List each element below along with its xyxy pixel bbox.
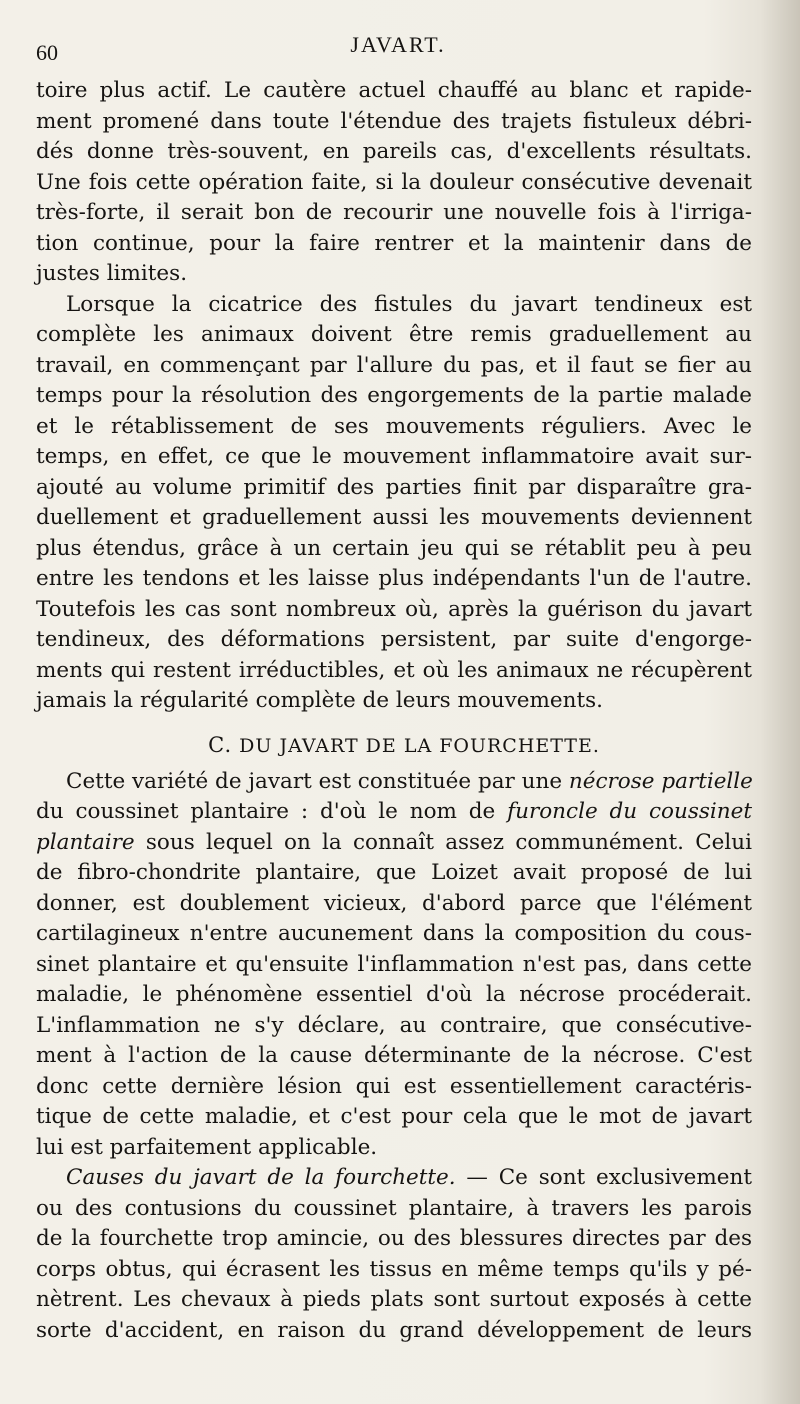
text-line: duellement et graduellement aussi les mouvements deviennent — [36, 505, 752, 530]
text-line: très-forte, il serait bon de recourir une nouvelle fois à l'irriga- — [36, 200, 752, 225]
text-line: ment à l'action de la cause déterminante de la nécrose. C'est — [36, 1043, 752, 1068]
text-line: donc cette dernière lésion qui est essentiellement caractéris- — [36, 1073, 752, 1099]
text-run: du coussinet plantaire : d'où le nom de — [36, 799, 508, 824]
text-line: ment promené dans toute l'étendue des trajets fistuleux débri- — [36, 108, 752, 134]
text-line: temps, en effet, ce que le mouvement inflammatoire avait sur- — [36, 444, 752, 469]
text-line: travail, en commençant par l'allure du pas, et il faut se fier au — [36, 352, 752, 378]
section-title: DU JAVART DE LA FOURCHETTE. — [239, 734, 600, 757]
section-heading — [36, 717, 752, 767]
text-line: justes limites. — [36, 261, 188, 286]
text-line: plus étendus, grâce à un certain jeu qui se rétablit peu à peu — [36, 535, 752, 561]
text-line: temps pour la résolution des engorgements de la partie malade — [36, 383, 752, 408]
section-letter: C. — [208, 732, 233, 757]
body-text — [36, 76, 752, 1346]
text-line: de fibro-chondrite plantaire, que Loizet avait proposé de lui — [36, 860, 752, 885]
text-line: sorte d'accident, en raison du grand développement de leurs — [36, 1317, 752, 1343]
text-line: de la fourchette trop amincie, ou des blessures directes par des — [36, 1226, 752, 1251]
text-line: dés donne très-souvent, en pareils cas, d'excellents résultats. — [36, 139, 752, 164]
text-line: Lorsque la cicatrice des fistules du javart tendineux est — [66, 291, 752, 317]
text-line: Une fois cette opération faite, si la douleur consécutive devenait — [36, 169, 752, 195]
italic-subheading: Causes du javart de la fourchette. — [66, 1165, 456, 1190]
text-line: maladie, le phénomène essentiel d'où la nécrose procéderait. — [36, 982, 752, 1007]
paragraph-definition — [36, 767, 752, 1164]
text-line — [36, 828, 752, 859]
paragraph-causes — [36, 1163, 752, 1346]
running-title: JAVART. — [350, 32, 446, 57]
text-line: entre les tendons et les laisse plus indépendants l'un de l'autre. — [36, 566, 752, 591]
paragraph-cicatrice — [36, 290, 752, 717]
page-header — [36, 30, 760, 66]
text-line: et le rétablissement de ses mouvements réguliers. Avec le — [36, 413, 752, 439]
text-line: tendineux, des déformations persistent, par suite d'engorge- — [36, 627, 752, 652]
text-line — [36, 797, 752, 828]
text-line: lui est parfaitement applicable. — [36, 1134, 378, 1160]
text-line: ments qui restent irréductibles, et où les animaux ne récupèrent — [36, 657, 752, 683]
text-line — [36, 767, 752, 798]
text-run: Cette variété de javart est constituée par une — [66, 768, 569, 794]
text-line: cartilagineux n'entre aucunement dans la composition du cous- — [36, 921, 752, 946]
page-number: 60 — [36, 40, 58, 65]
text-line: jamais la régularité complète de leurs mouvements. — [36, 688, 603, 713]
italic-term: furoncle du coussinet — [507, 799, 753, 824]
text-line: corps obtus, qui écrasent les tissus en même temps qu'ils y pé- — [36, 1256, 752, 1282]
text-line: L'inflammation ne s'y déclare, au contraire, que consécutive- — [36, 1012, 752, 1038]
text-run: sous lequel on la connaît assez communément. Celui — [134, 829, 752, 855]
text-line: Toutefois les cas sont nombreux où, après la guérison du javart — [36, 596, 752, 622]
text-line: sinet plantaire et qu'ensuite l'inflammation n'est pas, dans cette — [36, 951, 752, 977]
text-line: donner, est doublement vicieux, d'abord parce que l'élément — [36, 890, 752, 916]
text-line: ajouté au volume primitif des parties finit par disparaître gra- — [36, 474, 752, 500]
text-line: ou des contusions du coussinet plantaire, à travers les parois — [36, 1195, 752, 1221]
text-line: tique de cette maladie, et c'est pour cela que le mot de javart — [36, 1104, 752, 1129]
text-line — [36, 1163, 752, 1194]
italic-term: plantaire — [36, 829, 135, 855]
text-line: toire plus actif. Le cautère actuel chauffé au blanc et rapide- — [36, 78, 752, 103]
text-run: — Ce sont exclusivement — [455, 1165, 752, 1190]
paragraph-cautere — [36, 76, 752, 290]
text-line: nètrent. Les chevaux à pieds plats sont surtout exposés à cette — [36, 1287, 752, 1312]
italic-term: nécrose partielle — [568, 768, 753, 794]
text-line: complète les animaux doivent être remis graduellement au — [36, 322, 752, 347]
text-line: tion continue, pour la faire rentrer et la maintenir dans de — [36, 230, 752, 256]
